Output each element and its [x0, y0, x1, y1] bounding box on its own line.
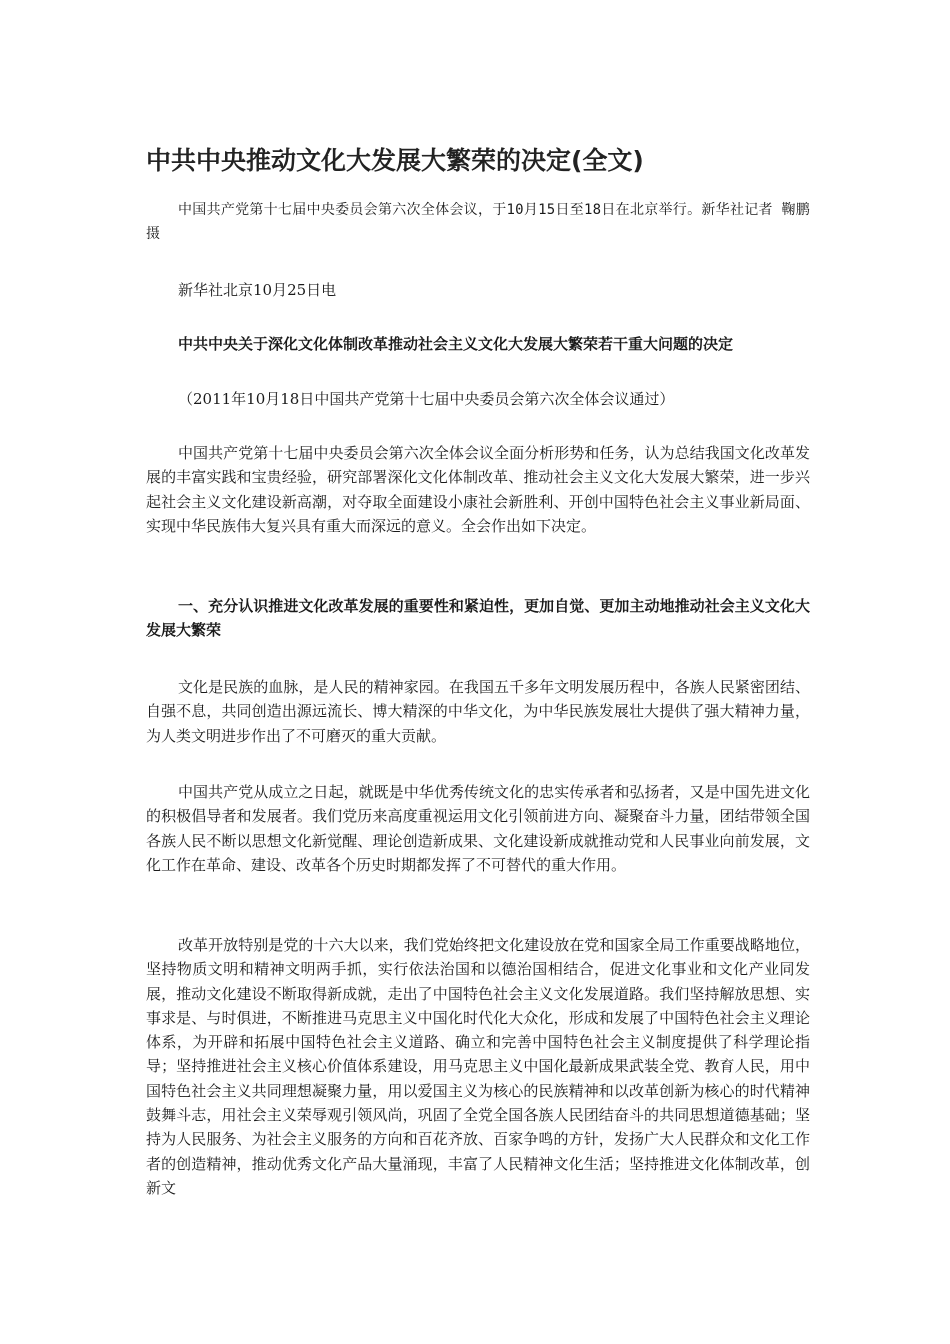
- photo-caption: 中国共产党第十七届中央委员会第六次全体会议，于10月15日至18日在北京举行。新华社记者 鞠鹏摄: [146, 202, 810, 243]
- intro-paragraph: 中国共产党第十七届中央委员会第六次全体会议全面分析形势和任务，认为总结我国文化改革发展的丰富实践和宝贵经验，研究部署深化文化体制改革、推动社会主义文化大发展大繁荣，进一步兴起社会主义文化建设新高潮，对夺取全面建设小康社会新胜利、开创中国特色社会主义事业新局面、实现中华民族伟大复兴具有重大而深远的意义。全会作出如下决定。: [146, 444, 810, 535]
- document-title: 中共中央推动文化大发展大繁荣的决定(全文): [146, 146, 644, 175]
- decision-subtitle: 中共中央关于深化文化体制改革推动社会主义文化大发展大繁荣若干重大问题的决定: [178, 335, 734, 353]
- body-paragraph-1: 文化是民族的血脉，是人民的精神家园。在我国五千多年文明发展历程中，各族人民紧密团结、自强不息，共同创造出源远流长、博大精深的中华文化，为中华民族发展壮大提供了强大精神力量，为人类文明进步作出了不可磨灭的重大贡献。: [146, 678, 810, 745]
- body-paragraph-2: 中国共产党从成立之日起，就既是中华优秀传统文化的忠实传承者和弘扬者，又是中国先进文化的积极倡导者和发展者。我们党历来高度重视运用文化引领前进方向、凝聚奋斗力量，团结带领全国各族人民不断以思想文化新觉醒、理论创造新成果、文化建设新成就推动党和人民事业向前发展，文化工作在革命、建设、改革各个历史时期都发挥了不可替代的重大作用。: [146, 783, 810, 874]
- adoption-note: （2011年10月18日中国共产党第十七届中央委员会第六次全体会议通过）: [178, 390, 675, 408]
- body-paragraph-3: 改革开放特别是党的十六大以来，我们党始终把文化建设放在党和国家全局工作重要战略地位，坚持物质文明和精神文明两手抓，实行依法治国和以德治国相结合，促进文化事业和文化产业同发展，推动文化建设不断取得新成就，走出了中国特色社会主义文化发展道路。我们坚持解放思想、实事求是、与时俱进，不断推进马克思主义中国化时代化大众化，形成和发展了中国特色社会主义理论体系，为开辟和拓展中国特色社会主义道路、确立和完善中国特色社会主义制度提供了科学理论指导；坚持推进社会主义核心价值体系建设，用马克思主义中国化最新成果武装全党、教育人民，用中国特色社会主义共同理想凝聚力量，用以爱国主义为核心的民族精神和以改革创新为核心的时代精神鼓舞斗志，用社会主义荣辱观引领风尚，巩固了全党全国各族人民团结奋斗的共同思想道德基础；坚持为人民服务、为社会主义服务的方向和百花齐放、百家争鸣的方针，发扬广大人民群众和文化工作者的创造精神，推动优秀文化产品大量涌现，丰富了人民精神文化生活；坚持推进文化体制改革，创新文: [146, 936, 810, 1197]
- section-1-heading: 一、充分认识推进文化改革发展的重要性和紧迫性，更加自觉、更加主动地推动社会主义文化大发展大繁荣: [146, 597, 810, 640]
- dateline: 新华社北京10月25日电: [178, 281, 337, 299]
